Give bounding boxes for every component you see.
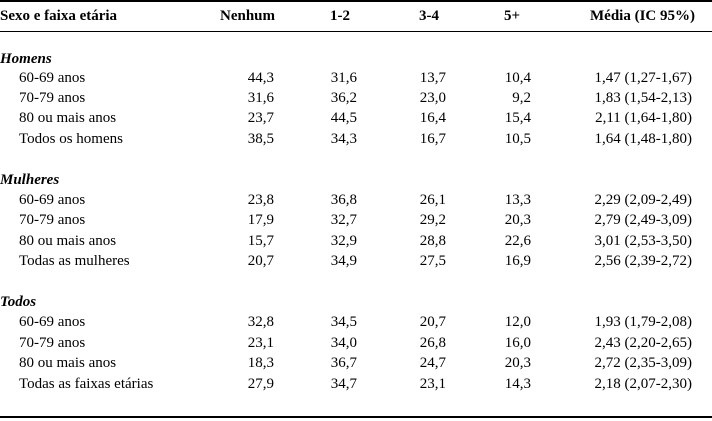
cell-1-2: 34,9 <box>330 253 357 269</box>
group-title-men <box>0 49 712 69</box>
row-label: Todos os homens <box>19 131 123 147</box>
row-label: Todas as faixas etárias <box>19 376 154 392</box>
cell-5plus: 10,4 <box>504 70 531 86</box>
cell-5plus: 16,0 <box>504 335 531 351</box>
row-label: 60-69 anos <box>19 70 86 86</box>
cell-none: 20,7 <box>247 253 274 269</box>
cell-1-2: 32,7 <box>330 212 357 228</box>
cell-mean-ci: 2,11 (1,64-1,80) <box>595 110 692 126</box>
table-row <box>0 231 712 251</box>
header-mean-ci: Média (IC 95%) <box>590 8 695 24</box>
cell-3-4: 23,1 <box>419 376 446 392</box>
cell-none: 18,3 <box>247 355 274 371</box>
table-row <box>0 68 712 88</box>
cell-mean-ci: 2,29 (2,09-2,49) <box>594 192 692 208</box>
cell-3-4: 27,5 <box>419 253 446 269</box>
cell-5plus: 20,3 <box>504 355 531 371</box>
table-row <box>0 88 712 108</box>
cell-1-2: 44,5 <box>330 110 357 126</box>
cell-5plus: 16,9 <box>504 253 531 269</box>
cell-5plus: 13,3 <box>504 192 531 208</box>
cell-3-4: 24,7 <box>419 355 446 371</box>
cell-mean-ci: 2,79 (2,49-3,09) <box>594 212 692 228</box>
cell-none: 32,8 <box>247 314 274 330</box>
row-label: 80 ou mais anos <box>19 110 117 126</box>
cell-1-2: 36,7 <box>330 355 357 371</box>
cell-none: 23,8 <box>247 192 274 208</box>
cell-1-2: 36,2 <box>330 90 357 106</box>
table-row <box>0 129 712 149</box>
cell-3-4: 29,2 <box>419 212 446 228</box>
table-row <box>0 353 712 373</box>
cell-mean-ci: 2,56 (2,39-2,72) <box>594 253 692 269</box>
cell-mean-ci: 1,83 (1,54-2,13) <box>594 90 692 106</box>
cell-1-2: 34,7 <box>330 376 357 392</box>
cell-mean-ci: 2,43 (2,20-2,65) <box>594 335 692 351</box>
cell-3-4: 28,8 <box>419 233 446 249</box>
cell-5plus: 9,2 <box>512 90 531 106</box>
cell-5plus: 22,6 <box>504 233 531 249</box>
cell-none: 27,9 <box>247 376 274 392</box>
row-label: 70-79 anos <box>19 90 86 106</box>
group-title-all <box>0 292 712 312</box>
cell-mean-ci: 1,47 (1,27-1,67) <box>594 70 692 86</box>
bottom-rule <box>0 416 712 418</box>
table-row <box>0 333 712 353</box>
cell-mean-ci: 2,72 (2,35-3,09) <box>594 355 692 371</box>
cell-5plus: 14,3 <box>504 376 531 392</box>
top-rule <box>0 0 712 2</box>
row-label: Todas as mulheres <box>19 253 130 269</box>
cell-1-2: 36,8 <box>330 192 357 208</box>
cell-5plus: 15,4 <box>504 110 531 126</box>
cell-3-4: 13,7 <box>419 70 446 86</box>
table-row <box>0 251 712 271</box>
cell-1-2: 31,6 <box>330 70 357 86</box>
table-row <box>0 312 712 332</box>
cell-5plus: 12,0 <box>504 314 531 330</box>
table-row <box>0 108 712 128</box>
table-header-row <box>0 6 712 26</box>
header-1-2: 1-2 <box>330 8 350 24</box>
cell-none: 23,1 <box>247 335 274 351</box>
cell-1-2: 32,9 <box>330 233 357 249</box>
cell-none: 15,7 <box>247 233 274 249</box>
table-row <box>0 374 712 394</box>
row-label: 80 ou mais anos <box>19 233 117 249</box>
cell-none: 17,9 <box>247 212 274 228</box>
header-rule <box>0 31 712 32</box>
cell-1-2: 34,3 <box>330 131 357 147</box>
row-label: 70-79 anos <box>19 212 86 228</box>
row-label: 60-69 anos <box>19 314 86 330</box>
cell-3-4: 20,7 <box>419 314 446 330</box>
table-row <box>0 190 712 210</box>
cell-none: 31,6 <box>247 90 274 106</box>
group-title: Homens <box>0 51 52 67</box>
row-label: 80 ou mais anos <box>19 355 117 371</box>
cell-3-4: 16,7 <box>419 131 446 147</box>
header-5plus: 5+ <box>503 8 520 24</box>
group-title: Todos <box>0 294 37 310</box>
row-label: 70-79 anos <box>19 335 86 351</box>
table-row <box>0 210 712 230</box>
cell-none: 38,5 <box>247 131 274 147</box>
cell-mean-ci: 2,18 (2,07-2,30) <box>594 376 692 392</box>
header-sex-age: Sexo e faixa etária <box>0 8 118 24</box>
cell-3-4: 23,0 <box>419 90 446 106</box>
cell-1-2: 34,0 <box>330 335 357 351</box>
group-title: Mulheres <box>0 172 60 188</box>
row-label: 60-69 anos <box>19 192 86 208</box>
cell-mean-ci: 1,93 (1,79-2,08) <box>594 314 692 330</box>
cell-3-4: 26,8 <box>419 335 446 351</box>
cell-none: 44,3 <box>247 70 274 86</box>
cell-3-4: 26,1 <box>419 192 446 208</box>
cell-3-4: 16,4 <box>419 110 446 126</box>
cell-none: 23,7 <box>247 110 274 126</box>
cell-5plus: 10,5 <box>504 131 531 147</box>
group-title-women <box>0 170 712 190</box>
cell-mean-ci: 1,64 (1,48-1,80) <box>594 131 692 147</box>
cell-5plus: 20,3 <box>504 212 531 228</box>
header-none: Nenhum <box>219 8 275 24</box>
cell-mean-ci: 3,01 (2,53-3,50) <box>594 233 692 249</box>
header-3-4: 3-4 <box>419 8 439 24</box>
cell-1-2: 34,5 <box>330 314 357 330</box>
